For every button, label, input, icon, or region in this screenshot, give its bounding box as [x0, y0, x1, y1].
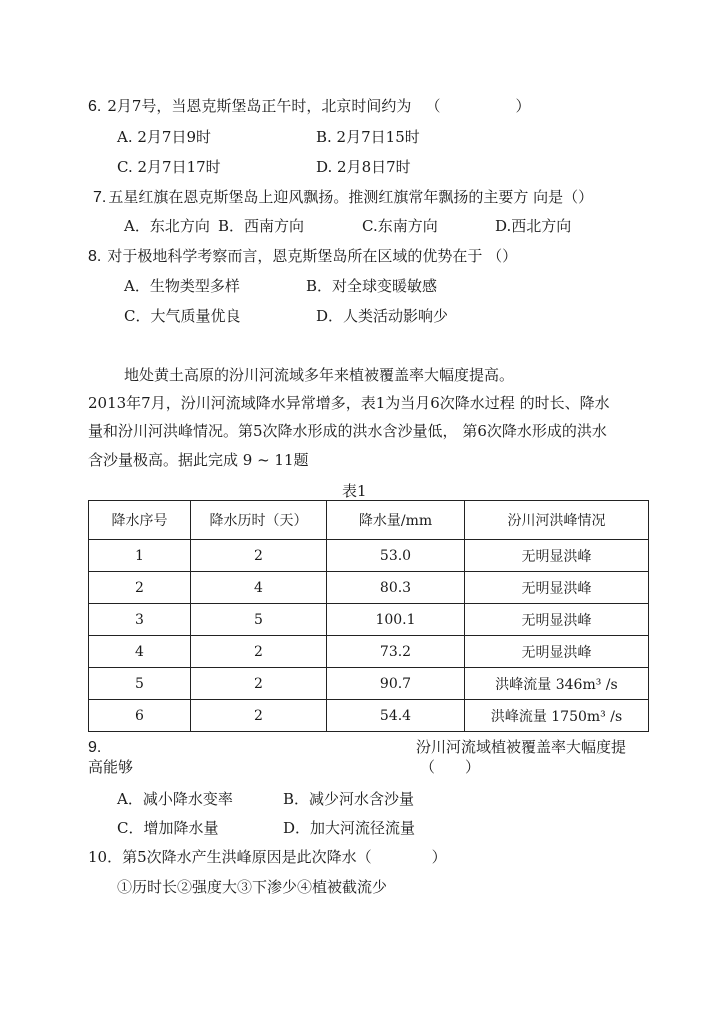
- q8-option-a: A．生物类型多样: [124, 277, 240, 295]
- cell-amount: 80.3: [327, 572, 465, 604]
- q9-number: 9.: [88, 739, 102, 756]
- q6-stem-line: [88, 96, 530, 117]
- q9-stem-right: 汾川河流域植被覆盖率大幅度提: [416, 738, 627, 756]
- q10-choices: ①历时长②强度大③下渗少④植被截流少: [117, 878, 388, 896]
- cell-amount: 90.7: [327, 668, 465, 700]
- cell-duration: 2: [191, 540, 327, 572]
- passage-line-2: 2013年7月，汾川河流域降水异常增多，表1为当月6次降水过程 的时长、降水: [88, 394, 610, 412]
- cell-amount: 53.0: [327, 540, 465, 572]
- q8-number: 8.: [88, 248, 102, 265]
- cell-flood: 无明显洪峰: [465, 604, 649, 636]
- q9-answer-paren: （ ）: [420, 758, 481, 776]
- q6-answer-paren: （ ）: [425, 97, 531, 115]
- q7-stem: 五星红旗在恩克斯堡岛上迎风飘扬。推测红旗常年飘扬的主要方 向是（）: [108, 188, 594, 206]
- precipitation-table: [88, 500, 649, 732]
- q8-stem: 对于极地科学考察而言，恩克斯堡岛所在区域的优势在于 （）: [107, 247, 518, 265]
- cell-flood: 无明显洪峰: [465, 540, 649, 572]
- passage-line-3: 量和汾川河洪峰情况。第5次降水形成的洪水含沙量低， 第6次降水形成的洪水: [88, 422, 607, 440]
- cell-flood: 洪峰流量 346m³ /s: [465, 668, 649, 700]
- table-row: [89, 636, 649, 668]
- cell-sequence: 2: [89, 572, 191, 604]
- q9-option-b: B．减少河水含沙量: [283, 790, 415, 808]
- header-flood: 汾川河洪峰情况: [465, 501, 649, 540]
- cell-flood: 无明显洪峰: [465, 572, 649, 604]
- cell-duration: 2: [191, 636, 327, 668]
- cell-duration: 5: [191, 604, 327, 636]
- table-row: [89, 604, 649, 636]
- cell-amount: 73.2: [327, 636, 465, 668]
- q7-number: 7.: [93, 189, 107, 206]
- q6-option-d: D. 2月8日7时: [316, 158, 411, 176]
- q9-option-a: A．减小降水变率: [117, 790, 233, 808]
- cell-flood: 洪峰流量 1750m³ /s: [465, 700, 649, 732]
- table-header-row: [89, 501, 649, 540]
- q7-stem-line: [93, 187, 593, 208]
- cell-amount: 54.4: [327, 700, 465, 732]
- q9-stem-cont: 高能够: [88, 758, 134, 776]
- cell-sequence: 1: [89, 540, 191, 572]
- q9-option-d: D．加大河流径流量: [283, 819, 416, 837]
- table-row: [89, 668, 649, 700]
- q6-stem: 2月7号，当恩克斯堡岛正午时，北京时间约为: [107, 97, 412, 115]
- table-caption: 表1: [342, 482, 367, 500]
- q10-stem: 10．第5次降水产生洪峰原因是此次降水（ ）: [88, 848, 447, 866]
- table-row: [89, 572, 649, 604]
- q7-option-c: C.东南方向: [362, 217, 438, 235]
- header-amount: 降水量/mm: [327, 501, 465, 540]
- cell-sequence: 3: [89, 604, 191, 636]
- header-sequence: 降水序号: [89, 501, 191, 540]
- cell-sequence: 4: [89, 636, 191, 668]
- cell-sequence: 6: [89, 700, 191, 732]
- q8-option-b: B．对全球变暖敏感: [306, 277, 438, 295]
- table-row: [89, 540, 649, 572]
- passage-line-1: 地处黄土高原的汾川河流域多年来植被覆盖率大幅度提高。: [124, 366, 515, 384]
- cell-sequence: 5: [89, 668, 191, 700]
- cell-flood: 无明显洪峰: [465, 636, 649, 668]
- q6-number: 6.: [88, 98, 102, 115]
- q6-option-a: A. 2月7日9时: [117, 128, 211, 146]
- passage-line-4: 含沙量极高。据此完成 9 ~ 11题: [88, 451, 309, 469]
- cell-duration: 4: [191, 572, 327, 604]
- cell-duration: 2: [191, 668, 327, 700]
- q6-option-b: B. 2月7日15时: [316, 128, 420, 146]
- q8-option-c: C．大气质量优良: [124, 307, 241, 325]
- q7-option-a: A．东北方向: [124, 217, 210, 235]
- q7-option-d: D.西北方向: [495, 217, 572, 235]
- header-duration: 降水历时（天）: [191, 501, 327, 540]
- q8-stem-line: [88, 246, 517, 267]
- q9-option-c: C．增加降水量: [117, 819, 219, 837]
- q7-option-b: B．西南方向: [218, 217, 305, 235]
- table-row: [89, 700, 649, 732]
- cell-duration: 2: [191, 700, 327, 732]
- q6-option-c: C. 2月7日17时: [117, 158, 221, 176]
- cell-amount: 100.1: [327, 604, 465, 636]
- q8-option-d: D．人类活动影响少: [316, 307, 449, 325]
